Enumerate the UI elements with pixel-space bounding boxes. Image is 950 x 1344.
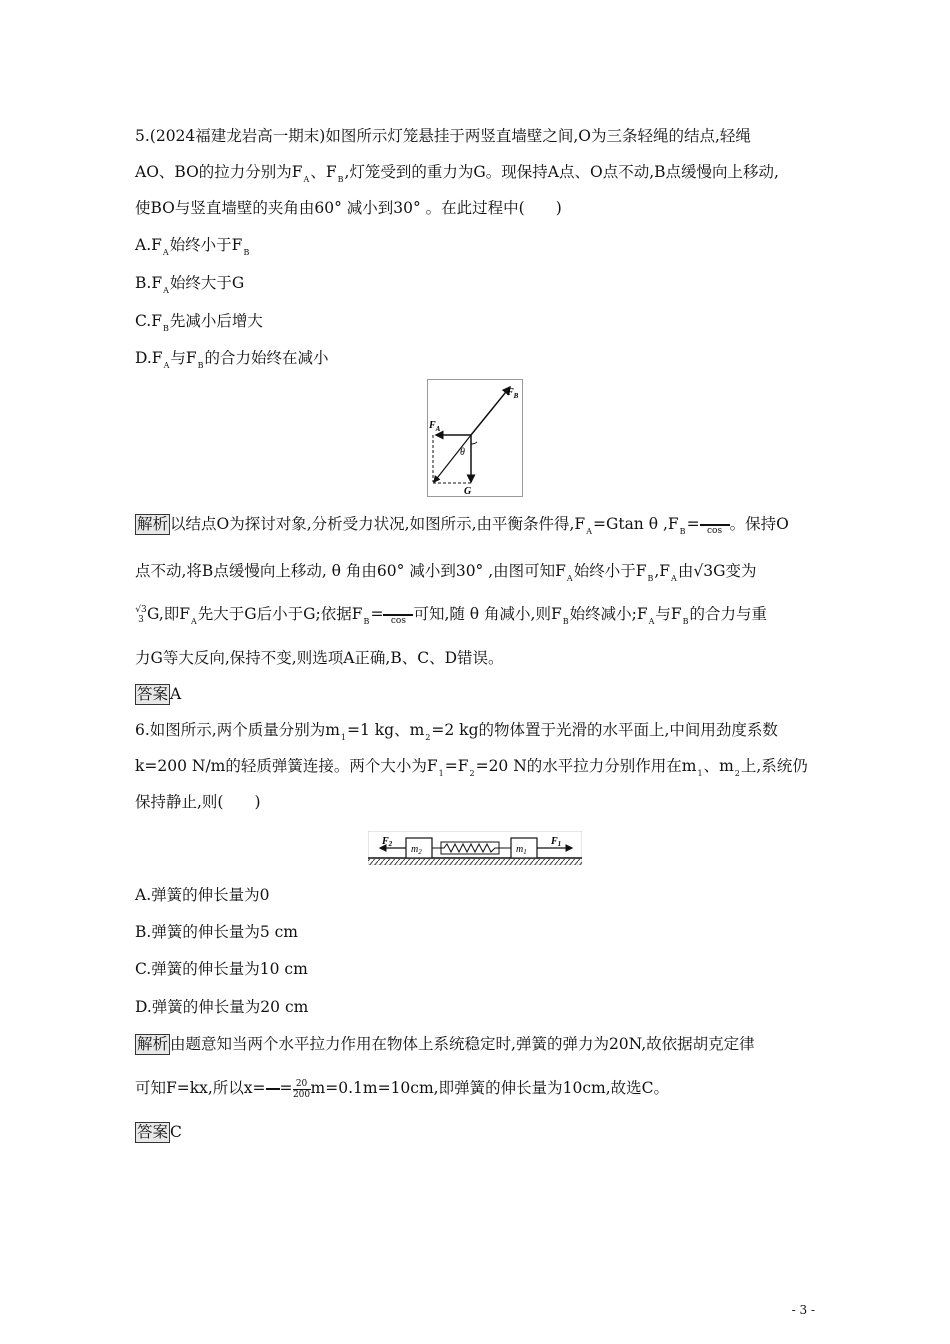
q5-option-c: $C.F_B$先减小后增大 xyxy=(135,312,263,333)
q5-analysis-line1: 解析 以结点O为探讨对象,分析受力状况,如图所示,由平衡条件得$,F_A=Gtan$ θ $,F_B=$ cos 。保持O xyxy=(137,515,789,536)
spring-diagram-svg xyxy=(368,831,582,865)
q5-analysis-line2: 点不动,将B点缓慢向上移动, θ 角由60° 减小到30° ,由图可知$F_A$始终小于$F_B,F_A$由√3G变为 xyxy=(135,562,757,583)
g-label: G xyxy=(464,486,472,496)
q5-option-a: $A.F_A$始终小于$F_B$ xyxy=(135,236,250,257)
force-diagram-svg xyxy=(428,380,522,496)
q5-option-d: $D.F_A$与$F_B$的合力始终在减小 xyxy=(135,349,329,370)
q5-answer: 答案 A xyxy=(137,685,182,703)
fraction-sqrt3-over-3: √3 3 xyxy=(135,605,147,625)
answer-tag: 答案 xyxy=(137,685,169,703)
q5-analysis-line3: √3 3 G,即$F_A$先大于G后小于G;依据$F_B=$ cos 可知,随 θ 角减小,则$F_B$始终减小$;F_A$与$F_B$的合力与重 xyxy=(135,605,768,626)
ground-hatch xyxy=(368,859,582,865)
spring-diagram xyxy=(368,831,582,865)
q6-stem-line2: k=200 N/m的轻质弹簧连接。两个大小为$F_1=F_2=20$ N的水平拉力分别作用在$m_1$、$m_2$上,系统仍 xyxy=(135,757,808,778)
fb-vector xyxy=(471,387,510,435)
q5-stem-line3: 使BO与竖直墙壁的夹角由60° 减小到30° 。在此过程中( ) xyxy=(135,199,562,217)
fraction-f-k xyxy=(266,1078,280,1100)
q6-answer: 答案 C xyxy=(137,1123,182,1141)
f1-label: $F_1$ xyxy=(551,836,562,848)
q6-option-c: C.弹簧的伸长量为10 cm xyxy=(135,960,308,978)
fa-label: $F_A$ xyxy=(429,420,441,433)
fraction-20-200: $\frac{20}{200}$ xyxy=(292,1078,311,1100)
q6-option-d: D.弹簧的伸长量为20 cm xyxy=(135,998,309,1016)
q5-option-b: $B.F_A$始终大于G xyxy=(135,274,245,295)
f2-label: $F_2$ xyxy=(382,836,393,848)
q6-stem-line1: 6.如图所示,两个质量分别为$m_1=1$ kg、$m_2=2$ kg的物体置于光滑的水平面上,中间用劲度系数 xyxy=(135,721,778,742)
m2-label: $m_2$ xyxy=(411,844,422,856)
resultant-vector xyxy=(434,435,471,482)
page-number: - 3 - xyxy=(791,1303,815,1317)
analysis-tag: 解析 xyxy=(137,1035,169,1053)
fraction-g-cos: cos xyxy=(700,514,730,536)
q5-stem-line1: 5.(2024福建龙岩高一期末)如图所示灯笼悬挂于两竖直墙壁之间,O为三条轻绳的结点,轻绳 xyxy=(135,127,751,145)
q5-analysis-line4: 力G等大反向,保持不变,则选项A正确,B、C、D错误。 xyxy=(135,649,504,667)
fraction-g-cos-2: cos xyxy=(383,604,413,626)
theta-label: θ xyxy=(460,447,465,458)
spring-box xyxy=(441,842,499,854)
q6-stem-line3: 保持静止,则( ) xyxy=(135,793,261,811)
force-diagram xyxy=(427,379,523,497)
q6-analysis-line2: 可知F=kx,所以x= = $\frac{20}{200}$ m=0.1m=10cm,即弹簧的伸长量为10cm,故选C。 xyxy=(135,1078,669,1100)
q6-option-a: A.弹簧的伸长量为0 xyxy=(135,886,270,904)
q6-analysis-line1: 解析 由题意知当两个水平拉力作用在物体上系统稳定时,弹簧的弹力为20N,故依据胡克定律 xyxy=(137,1035,755,1053)
m1-label: $m_1$ xyxy=(516,844,527,856)
q5-stem-line2: AO、BO的拉力分别为$F_A$、$F_B$,灯笼受到的重力为G。现保持A点、O点不动,B点缓慢向上移动, xyxy=(135,163,779,184)
q6-option-b: B.弹簧的伸长量为5 cm xyxy=(135,923,298,941)
theta-arc xyxy=(471,442,477,444)
analysis-tag: 解析 xyxy=(137,515,169,533)
answer-tag: 答案 xyxy=(137,1123,169,1141)
fb-label: $F_B$ xyxy=(507,387,519,400)
